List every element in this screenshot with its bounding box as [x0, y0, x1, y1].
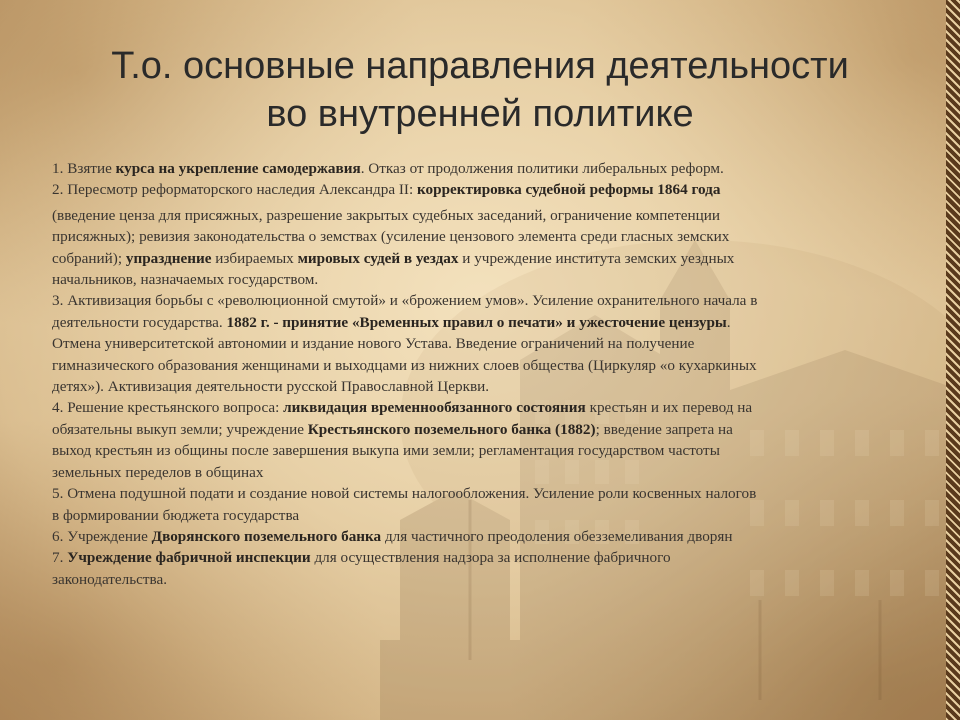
text-segment: обязательны выкуп земли; учреждение — [52, 420, 308, 438]
text-segment: присяжных); ревизия законодательства о земствах (усиление цензового элемента среди гласных земских — [52, 228, 730, 246]
text-segment: избираемых — [211, 249, 298, 267]
text-line — [52, 505, 922, 526]
text-line — [52, 483, 922, 504]
text-line — [52, 158, 922, 179]
text-segment: (введение ценза для присяжных, разрешение закрытых судебных заседаний, ограничение компетенции — [52, 206, 720, 224]
text-line — [52, 205, 922, 226]
emphasis-text: корректировка судебной реформы 1864 года — [417, 181, 721, 199]
decorative-edge-stripe — [946, 0, 960, 720]
text-line — [52, 355, 922, 376]
text-line — [52, 226, 922, 247]
emphasis-text: ликвидация временнообязанного состояния — [283, 399, 586, 417]
text-line — [52, 462, 922, 483]
text-segment: собраний); — [52, 249, 126, 267]
emphasis-text: мировых судей в уездах — [297, 249, 459, 267]
text-segment: 5. Отмена подушной подати и создание новой системы налогообложения. Усиление роли косвенных налогов — [52, 485, 757, 503]
title-line-2: во внутренней политике — [266, 93, 694, 135]
text-segment: и учреждение института земских уездных — [458, 249, 735, 267]
text-line — [52, 269, 922, 290]
text-segment: 7. — [52, 549, 68, 567]
text-line — [52, 440, 922, 461]
emphasis-text: упразднение — [125, 249, 212, 267]
text-segment: начальников, назначаемых государством. — [52, 271, 319, 289]
text-segment: земельных переделов в общинах — [52, 463, 264, 481]
text-segment: 4. Решение крестьянского вопроса: — [52, 399, 284, 417]
text-line — [52, 547, 922, 568]
text-line — [52, 419, 922, 440]
text-segment: законодательства. — [52, 570, 168, 588]
title-line-1: Т.о. основные направления деятельности — [111, 45, 849, 87]
text-segment: 2. Пересмотр реформаторского наследия Александра II: — [52, 181, 417, 199]
text-line — [52, 397, 922, 418]
text-segment: детях»). Активизация деятельности русской Православной Церкви. — [52, 378, 490, 396]
emphasis-text: Дворянского поземельного банка — [151, 527, 382, 545]
text-line — [52, 248, 922, 269]
emphasis-text: курса на укрепление самодержавия — [115, 160, 361, 177]
text-segment: гимназического образования женщинами и выходцами из нижних слоев общества (Циркуляр «о кухаркиных — [52, 356, 757, 374]
text-segment: ; введение запрета на — [595, 420, 733, 438]
text-line — [52, 312, 922, 333]
text-segment: . — [726, 313, 731, 331]
text-segment: для осуществления надзора за исполнение фабричного — [310, 549, 671, 567]
text-segment: деятельности государства. — [52, 313, 227, 331]
text-line — [52, 526, 922, 547]
text-segment: 3. Активизация борьбы с «революционной смутой» и «брожением умов». Усиление охранительного начала в — [52, 292, 758, 310]
text-line — [52, 569, 922, 590]
text-segment: в формировании бюджета государства — [52, 506, 300, 524]
text-segment: . Отказ от продолжения политики либеральных реформ. — [360, 160, 724, 177]
text-segment: 1. Взятие — [52, 160, 116, 177]
text-segment: для частичного преодоления обезземеливания дворян — [381, 527, 733, 545]
text-line — [52, 333, 922, 354]
emphasis-text: Крестьянского поземельного банка (1882) — [307, 420, 596, 438]
emphasis-text: Учреждение фабричной инспекции — [67, 549, 311, 567]
body-text — [52, 158, 922, 590]
text-segment: выход крестьян из общины после завершения выкупа ими земли; регламентация государством частоты — [52, 442, 720, 460]
emphasis-text: 1882 г. - принятие «Временных правил о печати» и ужесточение цензуры — [226, 313, 727, 331]
text-line — [52, 179, 922, 200]
text-segment: 6. Учреждение — [52, 527, 152, 545]
text-line — [52, 290, 922, 311]
text-segment: Отмена университетской автономии и издание нового Устава. Введение ограничений на получение — [52, 335, 695, 353]
text-segment: крестьян и их перевод на — [585, 399, 753, 417]
slide-title — [40, 42, 920, 138]
text-line — [52, 376, 922, 397]
